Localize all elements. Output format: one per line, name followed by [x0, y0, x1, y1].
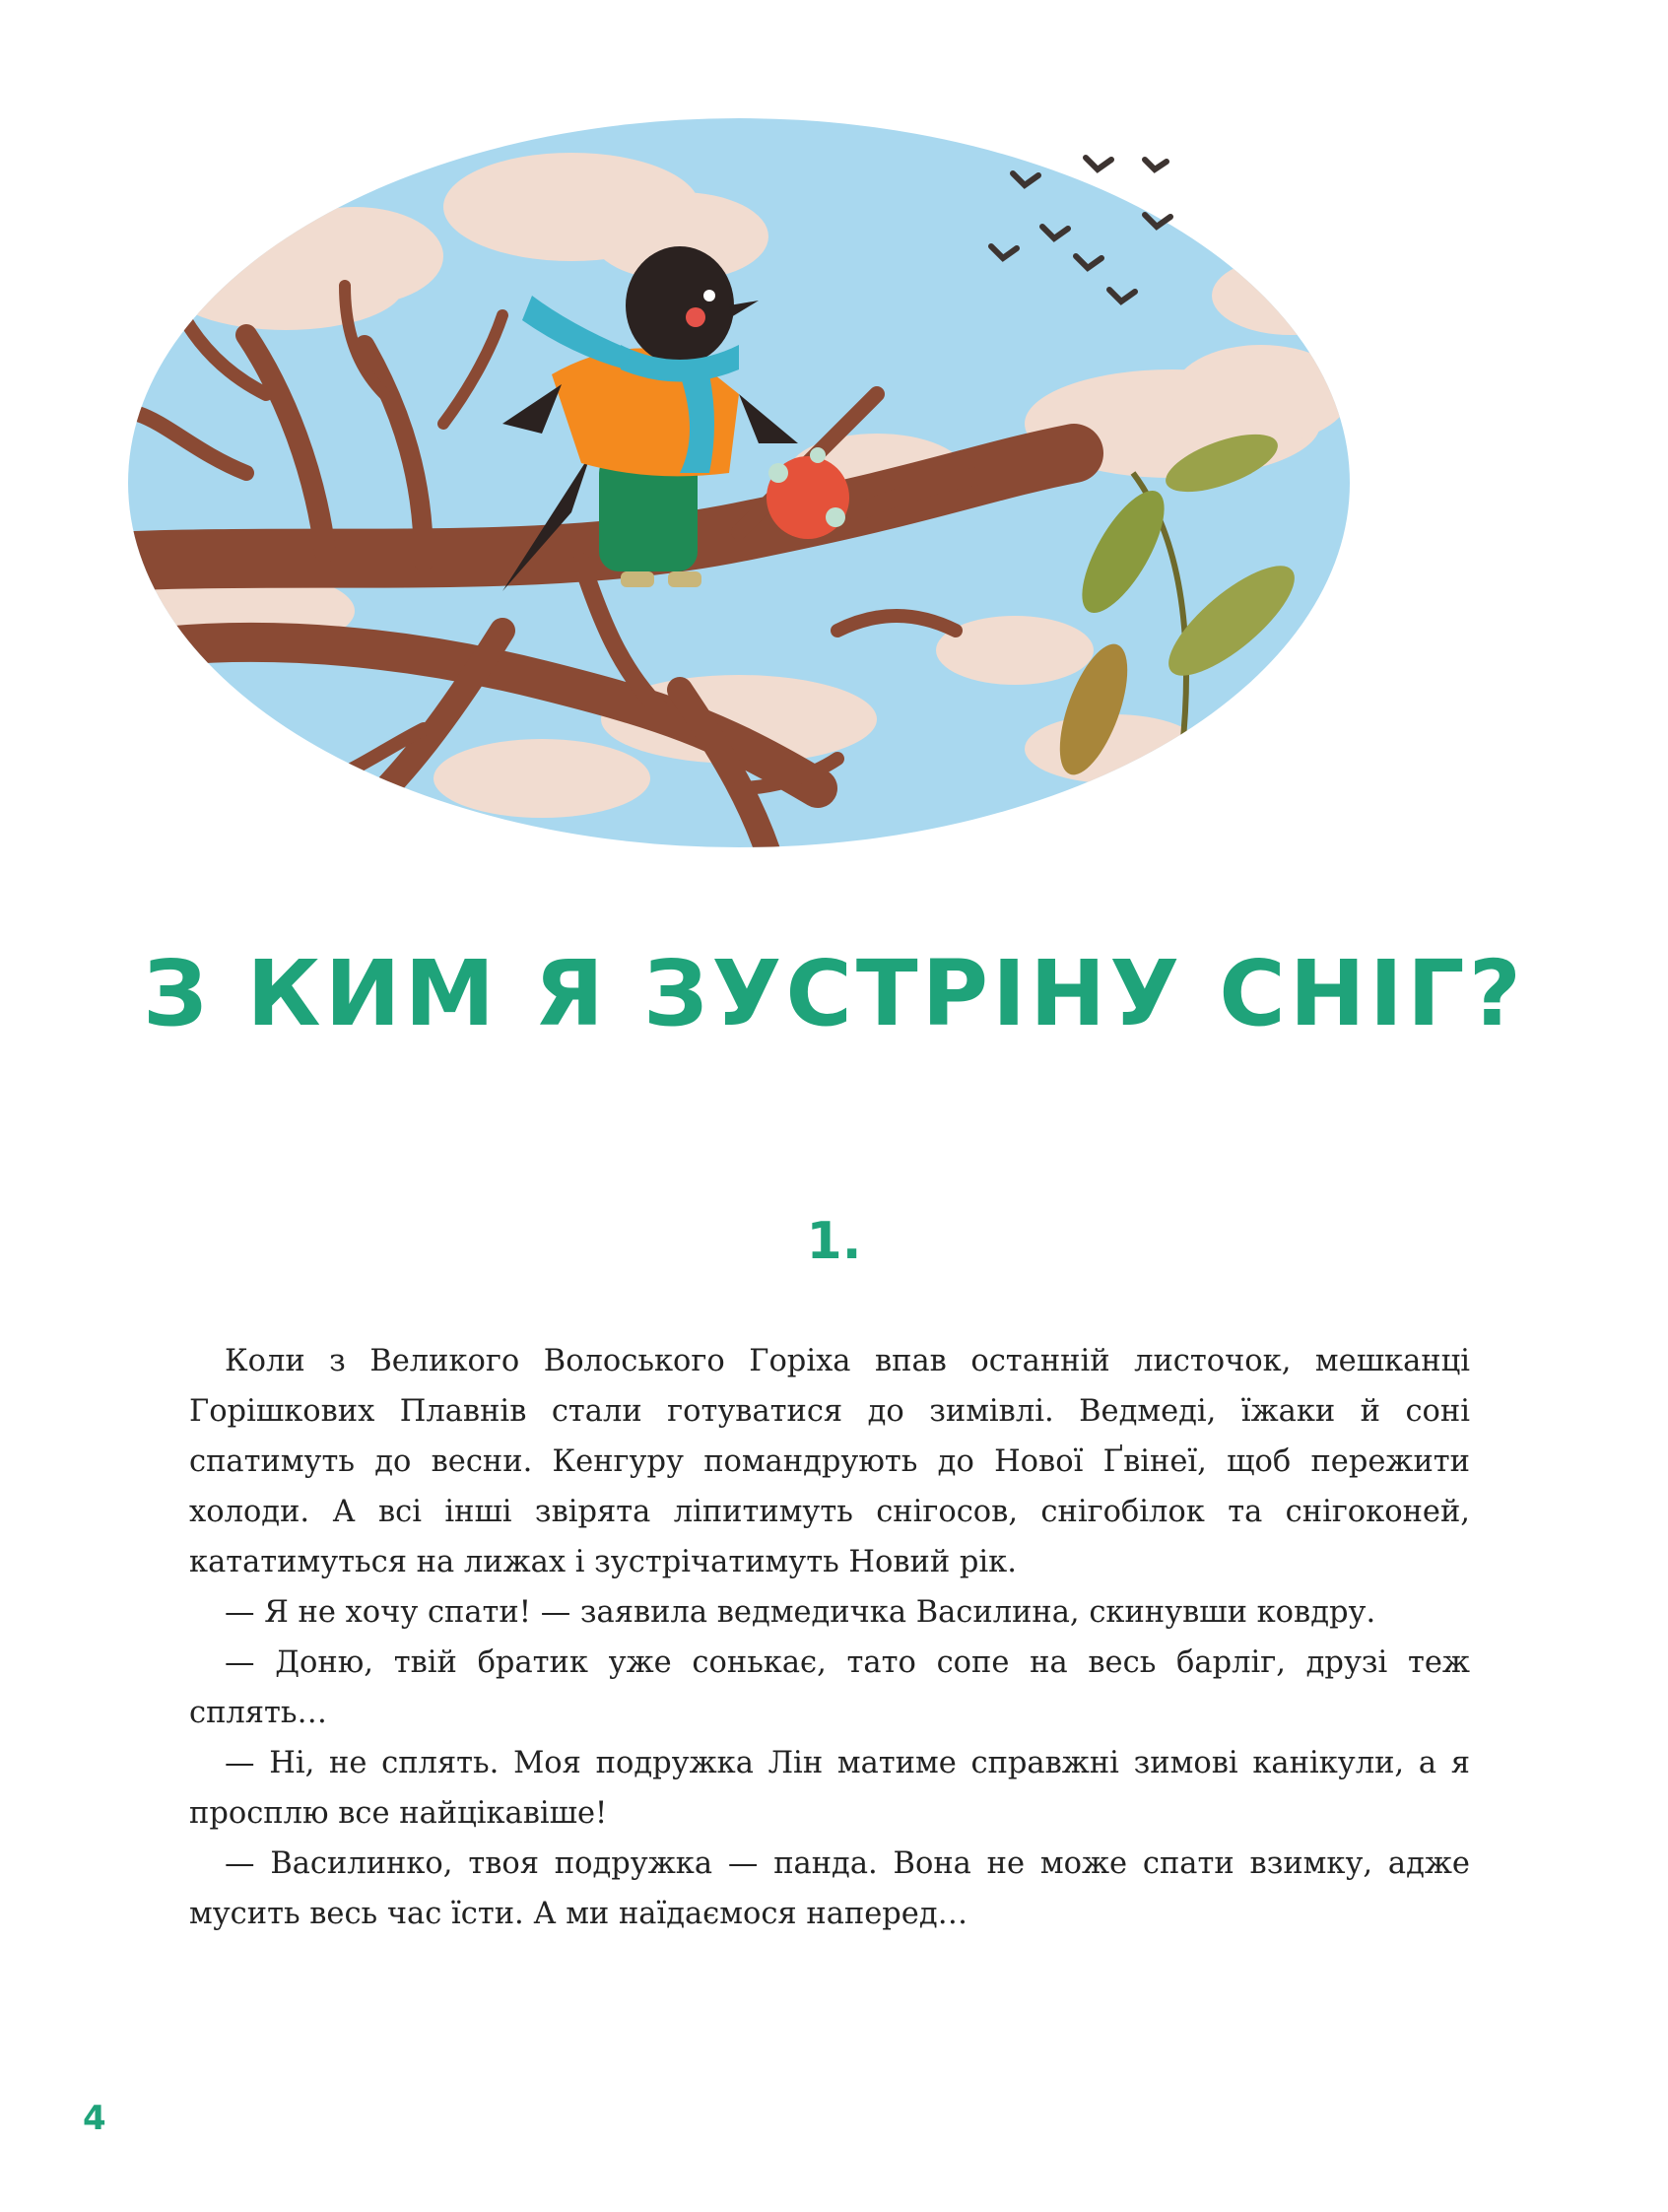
page-number: 4 — [83, 2099, 106, 2138]
story-text — [189, 1336, 1470, 1939]
section-number: 1. — [806, 1212, 862, 1271]
chapter-title: З КИМ Я ЗУСТРІНУ СНІГ? — [143, 941, 1525, 1046]
paragraph: — Ні, не сплять. Моя подружка Лін матиме справжні зимові канікули, а я просплю все найцікавіше! — [189, 1746, 1470, 1831]
paragraph: — Доню, твій братик уже сонькає, тато сопе на весь барліг, друзі теж сплять… — [189, 1645, 1470, 1730]
paragraph: — Василинко, твоя подружка — панда. Вона не може спати взимку, адже мусить весь час їсти. А ми наїдаємося наперед… — [189, 1846, 1470, 1931]
paragraph: Коли з Великого Волоського Горіха впав останній листочок, мешканці Горішкових Плавнів стали готуватися до зимівлі. Ведмеді, їжаки й соні спатимуть до весни. Кенгуру помандрують до Нової Ґвінеї, щоб пережити холоди. А всі інші звірята ліпитимуть снігосов, снігобілок та снігоконей, кататимуться на лижах і зустрічатимуть Новий рік. — [189, 1344, 1470, 1579]
paragraph: — Я не хочу спати! — заявила ведмедичка Василина, скинувши ковдру. — [225, 1595, 1376, 1630]
chapter-illustration — [128, 99, 1419, 985]
